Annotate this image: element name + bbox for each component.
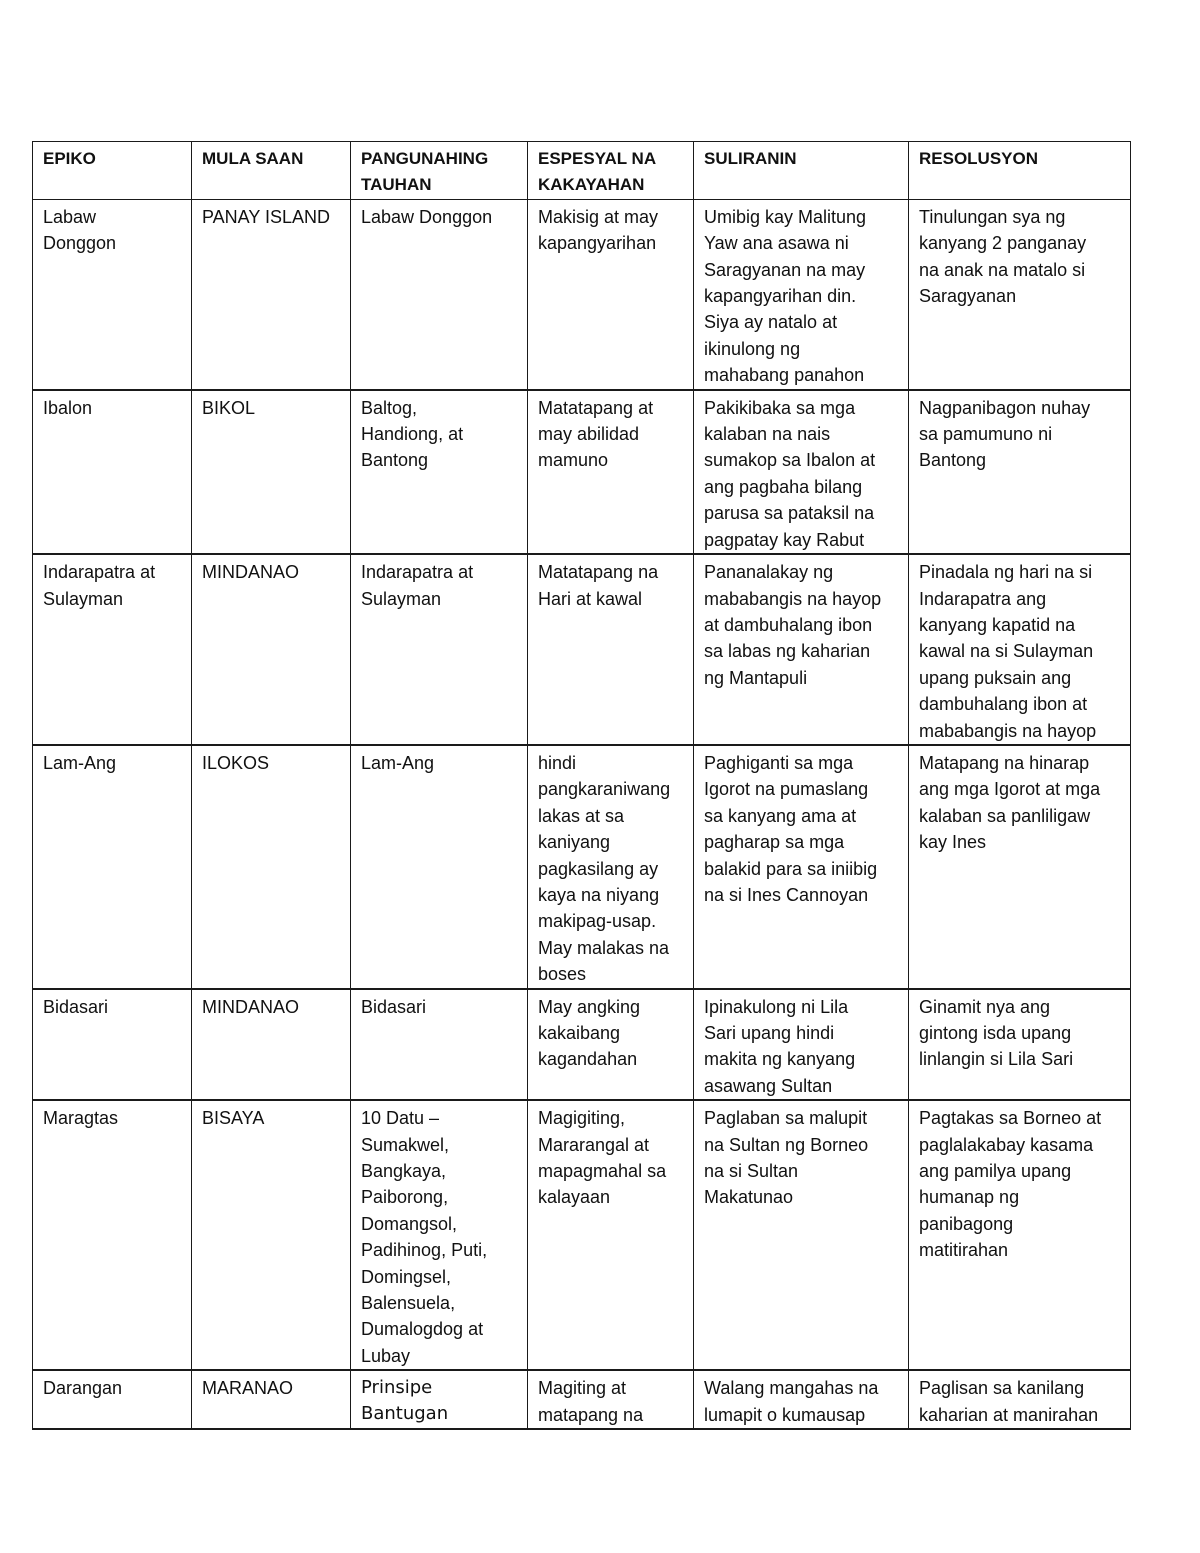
table-cell: BISAYA [192,1100,351,1370]
table-cell: MARANAO [192,1370,351,1429]
table-cell: Paglaban sa malupit na Sultan ng Borneo na si Sultan Makatunao [694,1100,909,1370]
table-cell: BIKOL [192,390,351,554]
table-cell: Indarapatra at Sulayman [351,554,528,745]
header-cell-espesyal-na-kakayahan: ESPESYAL NA KAKAYAHAN [528,142,694,200]
table-cell: MINDANAO [192,554,351,745]
header-cell-suliranin: SULIRANIN [694,142,909,200]
table-header-row [33,142,1131,200]
table-cell: Ipinakulong ni Lila Sari upang hindi makita ng kanyang asawang Sultan [694,989,909,1101]
table-cell: hindi pangkaraniwang lakas at sa kaniyang pagkasilang ay kaya na niyang makipag-usap. May malakas na boses [528,745,694,989]
table-cell: Magigiting, Mararangal at mapagmahal sa kalayaan [528,1100,694,1370]
table-row [33,1100,1131,1370]
table-cell: Pananalakay ng mababangis na hayop at dambuhalang ibon sa labas ng kaharian ng Mantapuli [694,554,909,745]
table-cell: Pinadala ng hari na si Indarapatra ang kanyang kapatid na kawal na si Sulayman upang puksain ang dambuhalang ibon at mababangis na hayop [909,554,1131,745]
table-cell: Ibalon [33,390,192,554]
table-cell: Pagtakas sa Borneo at paglalakabay kasama ang pamilya upang humanap ng panibagong matitirahan [909,1100,1131,1370]
table-cell: Prinsipe Bantugan [351,1370,528,1429]
header-cell-resolusyon: RESOLUSYON [909,142,1131,200]
epic-table [32,141,1131,1430]
table-row [33,989,1131,1101]
table-cell: Paghiganti sa mga Igorot na pumaslang sa kanyang ama at pagharap sa mga balakid para sa iniibig na si Ines Cannoyan [694,745,909,989]
table-cell: Makisig at may kapangyarihan [528,199,694,389]
table-cell: Umibig kay Malitung Yaw ana asawa ni Saragyanan na may kapangyarihan din. Siya ay natalo at ikinulong ng mahabang panahon [694,199,909,389]
table-row [33,390,1131,554]
table-cell: Labaw Donggon [351,199,528,389]
table-cell: Paglisan sa kanilang kaharian at manirahan [909,1370,1131,1429]
table-cell: Ginamit nya ang gintong isda upang linlangin si Lila Sari [909,989,1131,1101]
table-cell: Pakikibaka sa mga kalaban na nais sumakop sa Ibalon at ang pagbaha bilang parusa sa pataksil na pagpatay kay Rabut [694,390,909,554]
table-cell: Lam-Ang [351,745,528,989]
table-cell: Darangan [33,1370,192,1429]
table-cell: Lam-Ang [33,745,192,989]
table-row [33,554,1131,745]
header-cell-epiko: EPIKO [33,142,192,200]
table-cell: Tinulungan sya ng kanyang 2 panganay na anak na matalo si Saragyanan [909,199,1131,389]
table-row [33,199,1131,389]
table-cell: 10 Datu – Sumakwel, Bangkaya, Paiborong, Domangsol, Padihinog, Puti, Domingsel, Balensuela, Dumalogdog at Lubay [351,1100,528,1370]
table-cell: Labaw Donggon [33,199,192,389]
table-cell: Walang mangahas na lumapit o kumausap [694,1370,909,1429]
table-cell: MINDANAO [192,989,351,1101]
table-cell: Matatapang at may abilidad mamuno [528,390,694,554]
table-cell: Maragtas [33,1100,192,1370]
table-cell: Bidasari [351,989,528,1101]
table-row [33,1370,1131,1429]
table-row [33,745,1131,989]
table-cell: PANAY ISLAND [192,199,351,389]
header-cell-pangunahing-tauhan: PANGUNAHING TAUHAN [351,142,528,200]
table-cell: Magiting at matapang na [528,1370,694,1429]
header-cell-mula-saan: MULA SAAN [192,142,351,200]
table-cell: May angking kakaibang kagandahan [528,989,694,1101]
table-cell: Nagpanibagon nuhay sa pamumuno ni Bantong [909,390,1131,554]
table-cell: Bidasari [33,989,192,1101]
table-cell: ILOKOS [192,745,351,989]
table-cell: Matatapang na Hari at kawal [528,554,694,745]
table-cell: Baltog, Handiong, at Bantong [351,390,528,554]
table-cell: Indarapatra at Sulayman [33,554,192,745]
table-cell: Matapang na hinarap ang mga Igorot at mga kalaban sa panliligaw kay Ines [909,745,1131,989]
